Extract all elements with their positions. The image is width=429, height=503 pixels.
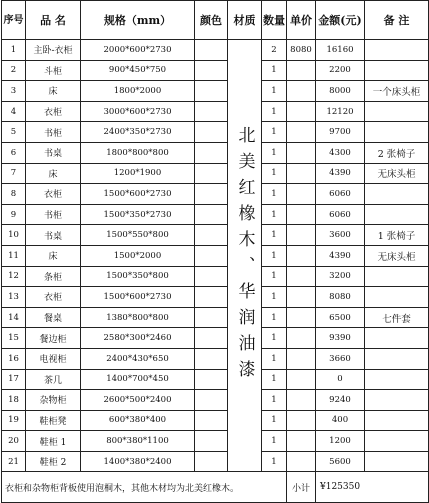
row-qty: 1: [262, 163, 287, 184]
row-note: [365, 348, 429, 369]
row-qty: 1: [262, 245, 287, 266]
row-note: [365, 40, 429, 61]
row-note: 1 张椅子: [365, 225, 429, 246]
row-spec: 2400*350*2730: [81, 122, 195, 143]
row-price: [287, 369, 316, 390]
row-note: [365, 266, 429, 287]
row-color: [195, 204, 228, 225]
row-qty: 1: [262, 184, 287, 205]
row-price: [287, 142, 316, 163]
header-note: 备 注: [365, 1, 429, 40]
table-row: [2, 451, 429, 472]
row-amount: 400: [316, 410, 365, 431]
row-spec: 800*380*1100: [81, 431, 195, 452]
row-qty: 1: [262, 122, 287, 143]
row-color: [195, 410, 228, 431]
row-no: 13: [2, 287, 26, 308]
row-name: 书桌: [26, 142, 81, 163]
row-qty: 1: [262, 225, 287, 246]
table-row: [2, 60, 429, 81]
row-spec: 1400*380*2400: [81, 451, 195, 472]
row-note: [365, 410, 429, 431]
row-no: 5: [2, 122, 26, 143]
row-no: 4: [2, 101, 26, 122]
row-color: [195, 184, 228, 205]
row-color: [195, 390, 228, 411]
row-spec: 1500*550*800: [81, 225, 195, 246]
subtotal-value: ¥125350: [316, 472, 429, 503]
row-price: [287, 101, 316, 122]
row-price: [287, 60, 316, 81]
row-no: 3: [2, 81, 26, 102]
row-no: 17: [2, 369, 26, 390]
row-spec: 1800*2000: [81, 81, 195, 102]
table-row: [2, 225, 429, 246]
row-amount: 12120: [316, 101, 365, 122]
row-color: [195, 348, 228, 369]
row-name: 餐边柜: [26, 328, 81, 349]
row-note: [365, 287, 429, 308]
row-note: [365, 328, 429, 349]
row-note: [365, 204, 429, 225]
table-row: [2, 390, 429, 411]
row-amount: 4390: [316, 245, 365, 266]
row-qty: 1: [262, 328, 287, 349]
row-color: [195, 122, 228, 143]
row-name: 茶几: [26, 369, 81, 390]
row-price: [287, 390, 316, 411]
row-name: 书柜: [26, 204, 81, 225]
row-no: 19: [2, 410, 26, 431]
row-color: [195, 245, 228, 266]
row-color: [195, 40, 228, 61]
row-note: [365, 122, 429, 143]
row-qty: 1: [262, 101, 287, 122]
row-no: 8: [2, 184, 26, 205]
row-no: 14: [2, 307, 26, 328]
row-spec: 2580*300*2460: [81, 328, 195, 349]
table-row: [2, 101, 429, 122]
row-price: [287, 163, 316, 184]
row-color: [195, 101, 228, 122]
row-color: [195, 287, 228, 308]
row-color: [195, 451, 228, 472]
row-name: 床: [26, 245, 81, 266]
row-note: [365, 184, 429, 205]
row-spec: 1500*350*2730: [81, 204, 195, 225]
table-row: [2, 287, 429, 308]
row-no: 11: [2, 245, 26, 266]
row-name: 主卧-衣柜: [26, 40, 81, 61]
row-qty: 1: [262, 81, 287, 102]
row-spec: 1500*2000: [81, 245, 195, 266]
row-name: 书柜: [26, 122, 81, 143]
row-note: 无床头柜: [365, 245, 429, 266]
table-row: [2, 184, 429, 205]
table-row: [2, 163, 429, 184]
header-material: 材质: [228, 1, 262, 40]
row-color: [195, 142, 228, 163]
row-no: 2: [2, 60, 26, 81]
material-cell: [228, 40, 262, 472]
row-spec: 1200*1900: [81, 163, 195, 184]
header-name: 品 名: [26, 1, 81, 40]
row-price: [287, 431, 316, 452]
table-row: [2, 204, 429, 225]
row-note: 2 张椅子: [365, 142, 429, 163]
row-name: 杂物柜: [26, 390, 81, 411]
row-spec: 1500*350*800: [81, 266, 195, 287]
row-price: [287, 328, 316, 349]
row-name: 书桌: [26, 225, 81, 246]
row-no: 10: [2, 225, 26, 246]
row-name: 床: [26, 163, 81, 184]
row-qty: 1: [262, 369, 287, 390]
table-row: [2, 307, 429, 328]
row-qty: 1: [262, 142, 287, 163]
row-no: 6: [2, 142, 26, 163]
row-name: 斗柜: [26, 60, 81, 81]
row-qty: 1: [262, 266, 287, 287]
row-spec: 1500*600*2730: [81, 287, 195, 308]
row-price: [287, 204, 316, 225]
row-no: 21: [2, 451, 26, 472]
row-name: 衣柜: [26, 287, 81, 308]
row-name: 鞋柜 2: [26, 451, 81, 472]
row-amount: 6060: [316, 184, 365, 205]
row-note: [365, 369, 429, 390]
row-price: [287, 81, 316, 102]
row-note: [365, 451, 429, 472]
row-note: [365, 60, 429, 81]
row-amount: 0: [316, 369, 365, 390]
table-row: [2, 431, 429, 452]
row-color: [195, 266, 228, 287]
table-row: [2, 142, 429, 163]
header-color: 颜色: [195, 1, 228, 40]
row-qty: 1: [262, 287, 287, 308]
row-note: [365, 101, 429, 122]
row-no: 20: [2, 431, 26, 452]
row-amount: 1200: [316, 431, 365, 452]
table-body: [2, 40, 429, 472]
header-price: 单价: [287, 1, 316, 40]
row-amount: 8000: [316, 81, 365, 102]
row-qty: 1: [262, 60, 287, 81]
row-amount: 4300: [316, 142, 365, 163]
table-row: [2, 245, 429, 266]
row-qty: 1: [262, 410, 287, 431]
row-price: 8080: [287, 40, 316, 61]
table-row: [2, 81, 429, 102]
row-note: 无床头柜: [365, 163, 429, 184]
row-color: [195, 328, 228, 349]
header-amount: 金额(元): [316, 1, 365, 40]
table-row: [2, 40, 429, 61]
table-row: [2, 122, 429, 143]
row-note: 一个床头柜: [365, 81, 429, 102]
table-row: [2, 410, 429, 431]
material-text: 北美红橡木、华润油漆: [234, 125, 255, 386]
row-name: 餐桌: [26, 307, 81, 328]
row-price: [287, 225, 316, 246]
furniture-quote-table: [1, 0, 429, 503]
row-qty: 1: [262, 204, 287, 225]
row-amount: 16160: [316, 40, 365, 61]
row-qty: 1: [262, 451, 287, 472]
row-amount: 2200: [316, 60, 365, 81]
row-qty: 1: [262, 431, 287, 452]
row-no: 1: [2, 40, 26, 61]
row-price: [287, 184, 316, 205]
row-color: [195, 163, 228, 184]
row-qty: 1: [262, 348, 287, 369]
subtotal-label: 小计: [287, 472, 316, 503]
row-amount: 6060: [316, 204, 365, 225]
row-name: 衣柜: [26, 184, 81, 205]
row-note: [365, 431, 429, 452]
row-amount: 3600: [316, 225, 365, 246]
row-name: 鞋柜凳: [26, 410, 81, 431]
row-amount: 5600: [316, 451, 365, 472]
row-color: [195, 431, 228, 452]
row-price: [287, 348, 316, 369]
row-no: 16: [2, 348, 26, 369]
row-color: [195, 81, 228, 102]
table-row: [2, 348, 429, 369]
row-note: 七件套: [365, 307, 429, 328]
row-amount: 6500: [316, 307, 365, 328]
row-name: 条柜: [26, 266, 81, 287]
row-spec: 2400*430*650: [81, 348, 195, 369]
row-spec: 1800*800*800: [81, 142, 195, 163]
row-no: 9: [2, 204, 26, 225]
row-amount: 4390: [316, 163, 365, 184]
row-amount: 3660: [316, 348, 365, 369]
footer-note: 衣柜和杂物柜背板使用泡桐木，其他木材均为北美红橡木。: [2, 472, 287, 503]
row-no: 12: [2, 266, 26, 287]
row-spec: 2000*600*2730: [81, 40, 195, 61]
row-no: 7: [2, 163, 26, 184]
footer-row: [2, 472, 429, 503]
row-spec: 1400*700*450: [81, 369, 195, 390]
table-row: [2, 266, 429, 287]
row-amount: 9240: [316, 390, 365, 411]
row-name: 电视柜: [26, 348, 81, 369]
row-price: [287, 451, 316, 472]
row-no: 15: [2, 328, 26, 349]
row-price: [287, 245, 316, 266]
row-amount: 9700: [316, 122, 365, 143]
row-qty: 1: [262, 390, 287, 411]
row-color: [195, 307, 228, 328]
row-price: [287, 287, 316, 308]
row-color: [195, 225, 228, 246]
row-color: [195, 369, 228, 390]
row-price: [287, 307, 316, 328]
header-row: [2, 1, 429, 40]
row-amount: 8080: [316, 287, 365, 308]
table-row: [2, 328, 429, 349]
row-spec: 900*450*750: [81, 60, 195, 81]
header-spec: 规格（mm）: [81, 1, 195, 40]
row-price: [287, 122, 316, 143]
row-spec: 3000*600*2730: [81, 101, 195, 122]
row-amount: 9390: [316, 328, 365, 349]
row-spec: 1500*600*2730: [81, 184, 195, 205]
row-name: 衣柜: [26, 101, 81, 122]
row-color: [195, 60, 228, 81]
row-spec: 2600*500*2400: [81, 390, 195, 411]
row-spec: 600*380*400: [81, 410, 195, 431]
row-name: 鞋柜 1: [26, 431, 81, 452]
row-name: 床: [26, 81, 81, 102]
row-price: [287, 410, 316, 431]
header-qty: 数量: [262, 1, 287, 40]
row-price: [287, 266, 316, 287]
row-note: [365, 390, 429, 411]
header-no: 序号: [2, 1, 26, 40]
row-amount: 3200: [316, 266, 365, 287]
row-spec: 1380*800*800: [81, 307, 195, 328]
row-qty: 1: [262, 307, 287, 328]
row-no: 18: [2, 390, 26, 411]
row-qty: 2: [262, 40, 287, 61]
table-row: [2, 369, 429, 390]
